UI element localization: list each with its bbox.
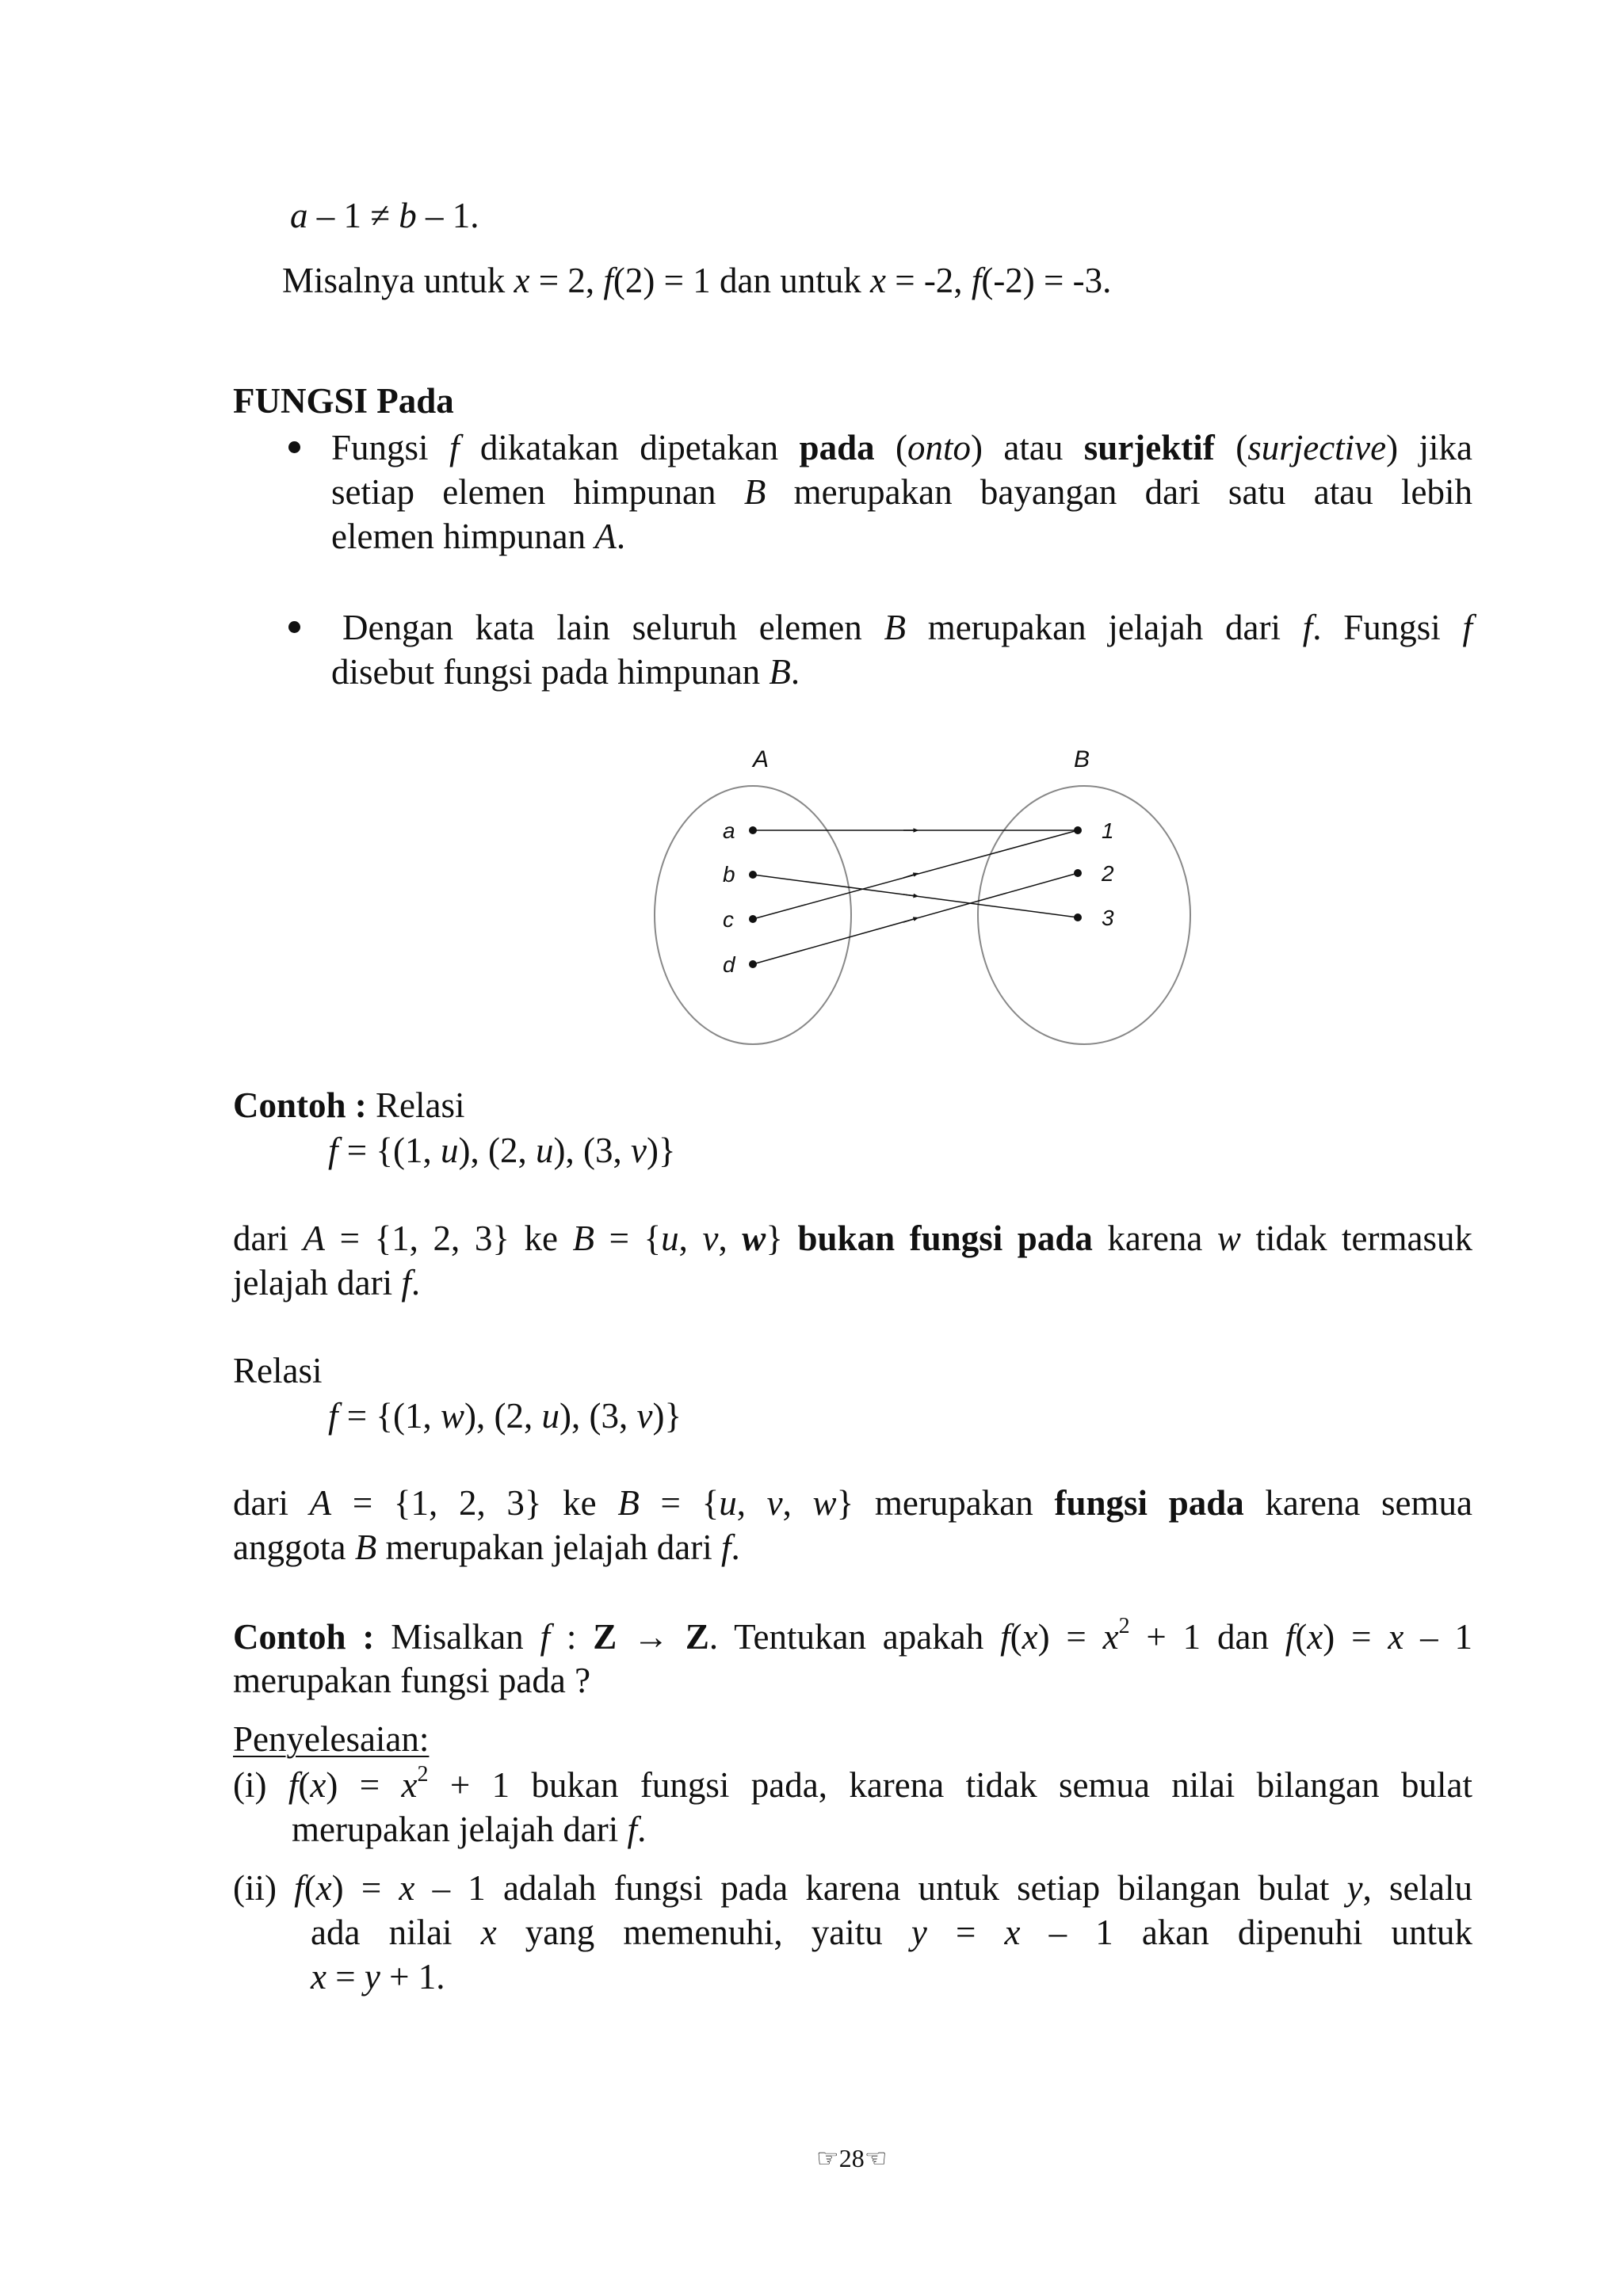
element-label-2: 2 — [1102, 861, 1114, 886]
example3-question-line2: merupakan fungsi pada ? — [233, 1661, 591, 1700]
bullet2-line1: Dengan kata lain seluruh elemen B merupakan jelajah dari f. Fungsi f — [342, 608, 1472, 647]
arrow-c-1 — [903, 874, 916, 878]
example1-desc-line1: dari A = {1, 2, 3} ke B = {u, v, w} bukan fungsi pada karena w tidak termasuk — [233, 1219, 1472, 1258]
element-label-b: b — [723, 862, 735, 887]
example2-relation: f = {(1, w), (2, u), (3, v)} — [328, 1396, 682, 1436]
element-label-c: c — [723, 907, 734, 932]
page-number: ☞28☜ — [816, 2144, 888, 2172]
page-hand-left-icon: ☞ — [816, 2144, 839, 2172]
element-label-d: d — [723, 952, 735, 977]
example1-relation: f = {(1, u), (2, u), (3, v)} — [328, 1131, 676, 1170]
example3-question-line1: Contoh : Misalkan f : Z → Z. Tentukan apakah $f(x) = x^2 + 1$ dan f(x) = x – 1 — [233, 1614, 1472, 1657]
example1-desc-line2: jelajah dari f. — [233, 1263, 421, 1302]
bullet2-line2: disebut fungsi pada himpunan B. — [331, 652, 800, 692]
example1-title: Contoh : Relasi — [233, 1085, 465, 1125]
example-line: Misalnya untuk x = 2, f(2) = 1 dan untuk x = -2, f(-2) = -3. — [282, 261, 1112, 300]
solution-ii-line2: ada nilai x yang memenuhi, yaitu y = x – 1 akan dipenuhi untuk — [311, 1913, 1472, 1952]
element-label-1: 1 — [1102, 818, 1114, 843]
solution-heading: Penyelesaian: — [233, 1719, 430, 1759]
bullet-icon — [288, 441, 300, 453]
example2-desc-line1: dari A = {1, 2, 3} ke B = {u, v, w} merupakan fungsi pada karena semua — [233, 1483, 1472, 1523]
solution-ii-line1: (ii) f(x) = x – 1 adalah fungsi pada karena untuk setiap bilangan bulat y, selalu — [233, 1868, 1473, 1908]
solution-ii-line3: x = y + 1. — [311, 1957, 445, 1997]
example2-desc-line2: anggota B merupakan jelajah dari f. — [233, 1527, 740, 1567]
onto-mapping-diagram — [626, 737, 1212, 1054]
solution-i-line1: (i) $f(x) = x^2 + 1$ bukan fungsi pada, karena tidak semua nilai bilangan bulat — [233, 1762, 1472, 1805]
page-hand-right-icon: ☜ — [864, 2144, 888, 2172]
bullet1-line2: setiap elemen himpunan B merupakan bayangan dari satu atau lebih — [331, 472, 1472, 512]
element-label-a: a — [723, 818, 735, 843]
set-b-label: B — [1074, 746, 1090, 772]
set-b-ellipse — [978, 786, 1190, 1044]
element-label-3: 3 — [1102, 906, 1114, 930]
equation-line: a – 1 ≠ b – 1. — [290, 196, 479, 235]
example2-title: Relasi — [233, 1351, 323, 1390]
arrow-b-3 — [903, 894, 916, 896]
set-a-label: A — [753, 746, 769, 772]
arrow-d-2 — [903, 918, 916, 922]
section-heading: FUNGSI Pada — [233, 381, 454, 421]
bullet1-line3: elemen himpunan A. — [331, 517, 626, 556]
bullet-icon — [288, 621, 300, 633]
bullet1-line1: Fungsi f dikatakan dipetakan pada (onto) atau surjektif (surjective) jika — [331, 428, 1472, 467]
solution-i-line2: merupakan jelajah dari f. — [292, 1810, 647, 1849]
